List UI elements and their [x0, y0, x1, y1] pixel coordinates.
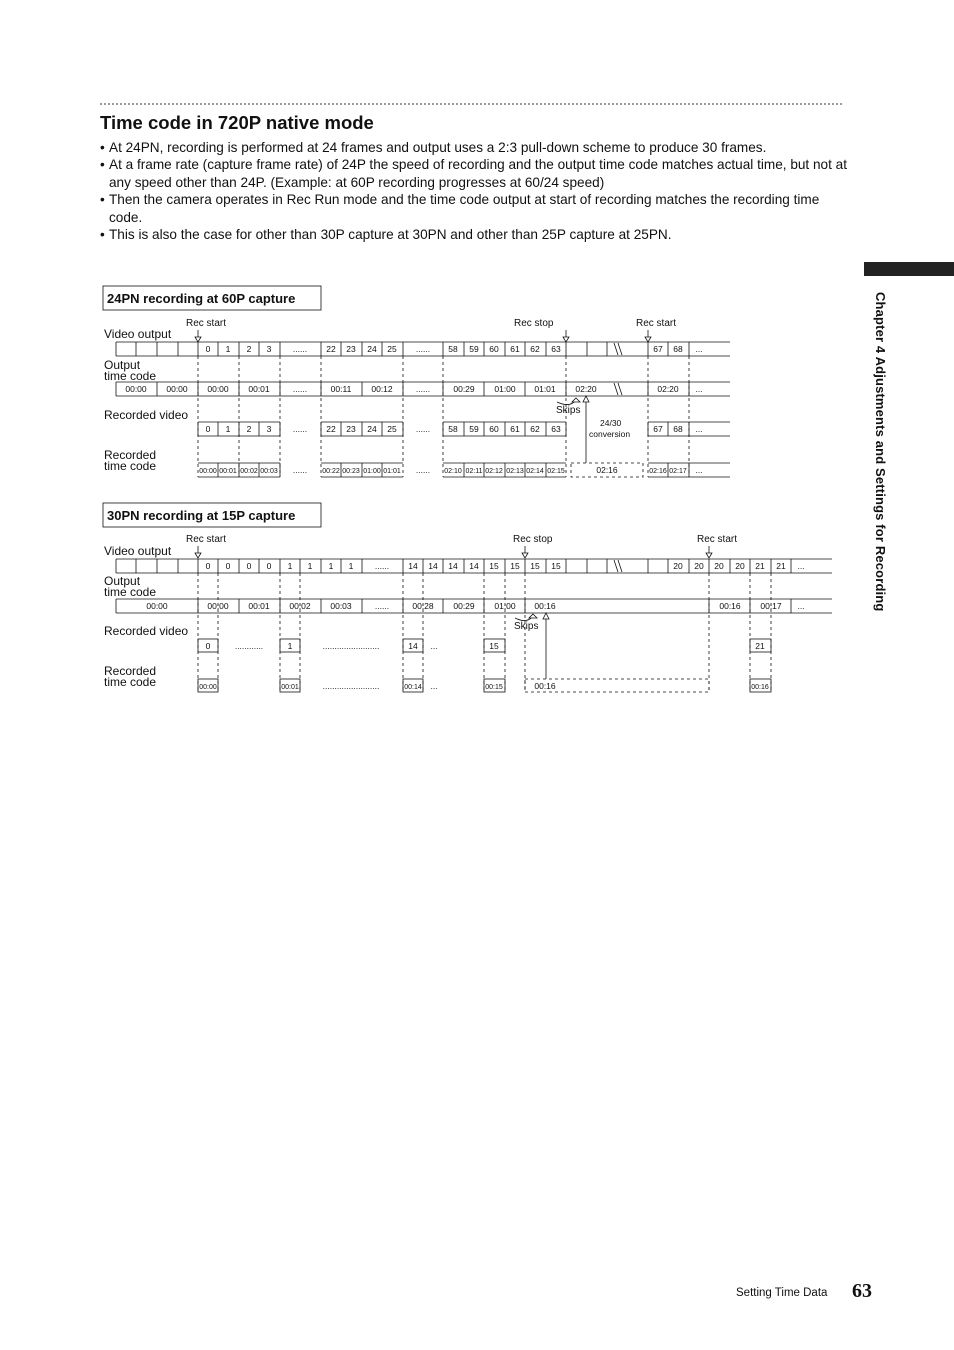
d1-otc-cell: 00:00: [207, 384, 229, 394]
d2-vo-cell: ...: [797, 561, 805, 571]
d2-rtc-cell: 00:01: [281, 684, 299, 691]
d2-vo-cell: 1: [287, 561, 293, 571]
d2-vo-cell: 21: [776, 561, 786, 571]
d1-rv-cell: 63: [551, 424, 561, 434]
d1-otc-cell: 00:00: [125, 384, 147, 394]
d2-rec-start2-arrow: [706, 546, 712, 558]
d2-rec-start-label: Rec start: [186, 534, 227, 545]
d2-rv-cell: ........................: [322, 641, 380, 651]
d1-rec-stop-label: Rec stop: [514, 318, 554, 329]
d1-vo-cell: 2: [246, 344, 252, 354]
d2-rv-cell: 21: [755, 641, 765, 651]
d2-vo-cell: 1: [328, 561, 334, 571]
d2-rec-start2-label: Rec start: [697, 534, 738, 545]
d1-vo-cell: 67: [653, 344, 663, 354]
d2-vo-cell: 1: [307, 561, 313, 571]
d1-rtc-cell: ......: [292, 465, 308, 475]
d1-rv-cell: 1: [225, 424, 231, 434]
d1-vo-cell: 1: [225, 344, 231, 354]
d2-row-recorded-video: Recorded video: [104, 624, 189, 638]
d1-vo-cell: 22: [326, 344, 336, 354]
d2-rtc-cell: ...: [430, 681, 438, 691]
d2-skips-marker: [515, 613, 549, 621]
d1-otc-cell: 01:00: [494, 384, 516, 394]
d1-vo-cell: 24: [367, 344, 377, 354]
d1-rtc-cell: 02:13: [506, 468, 524, 475]
d1-otc-cell: 02:20: [575, 384, 597, 394]
d2-otc-cell: 00:00: [207, 601, 229, 611]
d1-rtc-cell: 02:12: [485, 468, 503, 475]
d1-vo-cell: 63: [551, 344, 561, 354]
d2-rtc-cell: ........................: [322, 681, 380, 691]
footer-section-label: Setting Time Data: [736, 1287, 828, 1299]
d1-otc-cell: ......: [415, 384, 431, 394]
d1-vo-cell: ......: [292, 344, 308, 354]
d1-rtc-cell: 02:14: [526, 468, 544, 475]
d1-rec-start2-label: Rec start: [636, 318, 677, 329]
d1-recorded-video-row: [198, 422, 730, 436]
d1-rtc-cell: 00:01: [219, 468, 237, 475]
d2-otc-cell: 01:00: [494, 601, 516, 611]
d1-rtc-cell: 00:03: [260, 468, 278, 475]
d1-otc-cell: ...: [695, 384, 703, 394]
d1-rec-start2-arrow: [645, 330, 651, 342]
d2-vo-cell: 20: [694, 561, 704, 571]
d2-otc-cell: 00:17: [760, 601, 782, 611]
bullet-text: At 24PN, recording is performed at 24 frames and output uses a 2:3 pull-down scheme to produce 30 frames.: [109, 140, 767, 155]
d1-vo-cell: 0: [205, 344, 211, 354]
d2-otc-cell: 00:03: [330, 601, 352, 611]
d2-row-recorded-tc-1: Recorded: [104, 664, 157, 678]
diagram1-title: 24PN recording at 60P capture: [107, 291, 296, 306]
chapter-label-text: Chapter 4 Adjustments and Settings for Recording: [873, 292, 888, 612]
d1-vo-cell: 58: [448, 344, 458, 354]
d1-break-mark: [614, 343, 622, 355]
d1-rtc-cell: ......: [415, 465, 431, 475]
d1-rv-cell: 61: [510, 424, 520, 434]
d2-vo-cell: 14: [408, 561, 418, 571]
d2-vo-cell: 21: [755, 561, 765, 571]
section-title: Time code in 720P native mode: [100, 112, 374, 133]
d2-rv-cell: 0: [205, 641, 211, 651]
d1-rtc-cell: 00:02: [240, 468, 258, 475]
d1-rv-cell: 62: [530, 424, 540, 434]
d1-rv-cell: 25: [387, 424, 397, 434]
d2-otc-cell: 00:16: [534, 601, 556, 611]
d1-rtc-cell: 02:16: [596, 465, 618, 475]
d2-otc-cell: ......: [374, 601, 390, 611]
d2-vo-cell: 20: [714, 561, 724, 571]
bullet-text: Then the camera operates in Rec Run mode and the time code output at start of recording matches the recording time code.: [109, 192, 820, 225]
d1-rtc-cell: 02:17: [669, 468, 687, 475]
d1-rv-cell: 23: [346, 424, 356, 434]
d1-vo-cell: 3: [266, 344, 272, 354]
page-number: 63: [852, 1280, 872, 1302]
d2-row-output-tc-2: time code: [104, 585, 157, 599]
d2-dashed-guides: [198, 573, 771, 692]
d1-break-mark: [614, 383, 622, 395]
d2-vo-cell: 14: [428, 561, 438, 571]
d2-vo-cell: 20: [673, 561, 683, 571]
d1-rtc-cell: 02:16: [649, 468, 667, 475]
d1-rtc-cell: 02:10: [444, 468, 462, 475]
d2-vo-cell: 20: [735, 561, 745, 571]
d1-rv-cell: 22: [326, 424, 336, 434]
d2-otc-cell: 00:28: [412, 601, 434, 611]
d1-row-recorded-video: Recorded video: [104, 408, 189, 422]
d2-row-output-tc-1: Output: [104, 574, 141, 588]
d1-rv-cell: ...: [695, 424, 703, 434]
diagram2-title: 30PN recording at 15P capture: [107, 508, 296, 523]
d1-otc-cell: 00:12: [371, 384, 393, 394]
d1-rv-cell: 58: [448, 424, 458, 434]
d2-vo-cell: 0: [266, 561, 272, 571]
d1-vo-cell: 23: [346, 344, 356, 354]
d1-rec-start-arrow: [195, 330, 201, 342]
d2-otc-cell: 00:00: [146, 601, 168, 611]
d2-vo-cell: 15: [530, 561, 540, 571]
d2-rec-stop-arrow: [522, 546, 528, 558]
d2-vo-cell: 15: [510, 561, 520, 571]
bullet-item: • This is also the case for other than 30P capture at 30PN and other than 25P capture at 25PN.: [100, 227, 672, 243]
d1-vo-cell: ...: [695, 344, 703, 354]
d1-otc-cell: 00:29: [453, 384, 475, 394]
d2-vo-cell: 15: [489, 561, 499, 571]
d1-rv-cell: 67: [653, 424, 663, 434]
d2-otc-cell: 00:01: [248, 601, 270, 611]
d2-otc-cell: 00:02: [289, 601, 311, 611]
d1-conversion-label-2: conversion: [589, 429, 631, 439]
d2-rv-cell: 15: [489, 641, 499, 651]
d1-conversion-label-1: 24/30: [600, 418, 622, 428]
d1-vo-cell: 25: [387, 344, 397, 354]
d2-vo-cell: 15: [551, 561, 561, 571]
d2-vo-cell: ......: [374, 561, 390, 571]
d2-rtc-cell: 00:16: [751, 684, 769, 691]
d1-rv-cell: ......: [415, 424, 431, 434]
d1-row-video-output: Video output: [104, 327, 172, 341]
d1-rv-cell: 0: [205, 424, 211, 434]
d1-rtc-cell: 01:00: [363, 468, 381, 475]
d2-otc-cell: ...: [797, 601, 805, 611]
d1-rv-cell: 3: [266, 424, 272, 434]
d2-rec-stop-label: Rec stop: [513, 534, 553, 545]
d2-vo-cell: 1: [348, 561, 354, 571]
d1-rv-cell: 59: [469, 424, 479, 434]
d1-vo-cell: 62: [530, 344, 540, 354]
d1-row-output-tc-2: time code: [104, 369, 157, 383]
d2-otc-cell: 00:16: [719, 601, 741, 611]
d1-rec-stop-arrow: [563, 330, 569, 342]
d1-rv-cell: ......: [292, 424, 308, 434]
d2-vo-cell: 0: [246, 561, 252, 571]
d2-vo-cell: 0: [225, 561, 231, 571]
d1-rv-cell: 24: [367, 424, 377, 434]
d1-vo-cell: 60: [489, 344, 499, 354]
bullet-item: • Then the camera operates in Rec Run mode and the time code output at start of recording matches the recording time code.: [100, 192, 820, 225]
d2-vo-cell: 0: [205, 561, 211, 571]
d1-otc-cell: 00:00: [166, 384, 188, 394]
d2-skips-label: Skips: [514, 621, 539, 632]
d1-otc-cell: 00:01: [248, 384, 270, 394]
d1-vo-cell: 68: [673, 344, 683, 354]
d1-otc-cell: ......: [292, 384, 308, 394]
d2-rtc-cell: 00:16: [534, 681, 556, 691]
d1-vo-cell: 61: [510, 344, 520, 354]
d1-otc-cell: 02:20: [657, 384, 679, 394]
d1-row-output-tc-1: Output: [104, 358, 141, 372]
d2-row-recorded-tc-2: time code: [104, 675, 157, 689]
d1-skips-label: Skips: [556, 405, 581, 416]
d2-vo-cell: 14: [469, 561, 479, 571]
d2-rtc-cell: 00:15: [485, 684, 503, 691]
bullet-text: This is also the case for other than 30P capture at 30PN and other than 25P capture at 25PN.: [109, 227, 672, 243]
d1-rtc-cell: 00:22: [322, 468, 340, 475]
d2-rv-cell: 1: [287, 641, 293, 651]
d1-rtc-cell: 00:00: [199, 468, 217, 475]
d1-rtc-cell: 02:11: [465, 468, 483, 475]
d1-dashed-guides: [198, 356, 689, 477]
d2-rv-cell: ...: [430, 641, 438, 651]
d1-rtc-cell: 01:01: [383, 468, 401, 475]
d2-row-video-output: Video output: [104, 544, 172, 558]
d2-vo-cell: 14: [448, 561, 458, 571]
bullet-text: At a frame rate (capture frame rate) of 24P the speed of recording and the output time code matches actual time, but not at any speed other than 24P. (Example: at 60P recording progresses at 60/24 speed): [109, 157, 847, 190]
d2-rec-start-arrow: [195, 546, 201, 558]
d2-otc-cell: 00:29: [453, 601, 475, 611]
d1-rtc-cell: 00:23: [342, 468, 360, 475]
d2-rv-cell: ............: [234, 641, 264, 651]
d1-rv-cell: 60: [489, 424, 499, 434]
d2-rtc-cell: 00:14: [404, 684, 422, 691]
d2-recorded-video-row: [198, 639, 771, 652]
d1-row-recorded-tc-1: Recorded: [104, 448, 157, 462]
d1-rv-cell: 68: [673, 424, 683, 434]
d1-rec-start-label: Rec start: [186, 318, 227, 329]
d2-rv-cell: 14: [408, 641, 418, 651]
d1-otc-cell: 00:11: [330, 384, 352, 394]
d1-row-recorded-tc-2: time code: [104, 459, 157, 473]
d1-vo-cell: ......: [415, 344, 431, 354]
d2-break-mark: [614, 560, 622, 572]
d1-otc-cell: 01:01: [534, 384, 556, 394]
d1-rtc-cell: ...: [695, 465, 703, 475]
d1-rv-cell: 2: [246, 424, 252, 434]
bullet-item: • At 24PN, recording is performed at 24 frames and output uses a 2:3 pull-down scheme to produce 30 frames.: [100, 140, 767, 155]
d2-rtc-cell: 00:00: [199, 684, 217, 691]
bullet-item: • At a frame rate (capture frame rate) of 24P the speed of recording and the output time code matches actual time, but not at any speed other than 24P. (Example: at 60P recording progresses at 60/24 speed): [100, 157, 847, 190]
d1-skips-marker: [557, 396, 589, 405]
d1-vo-cell: 59: [469, 344, 479, 354]
d1-rtc-cell: 02:15: [547, 468, 565, 475]
